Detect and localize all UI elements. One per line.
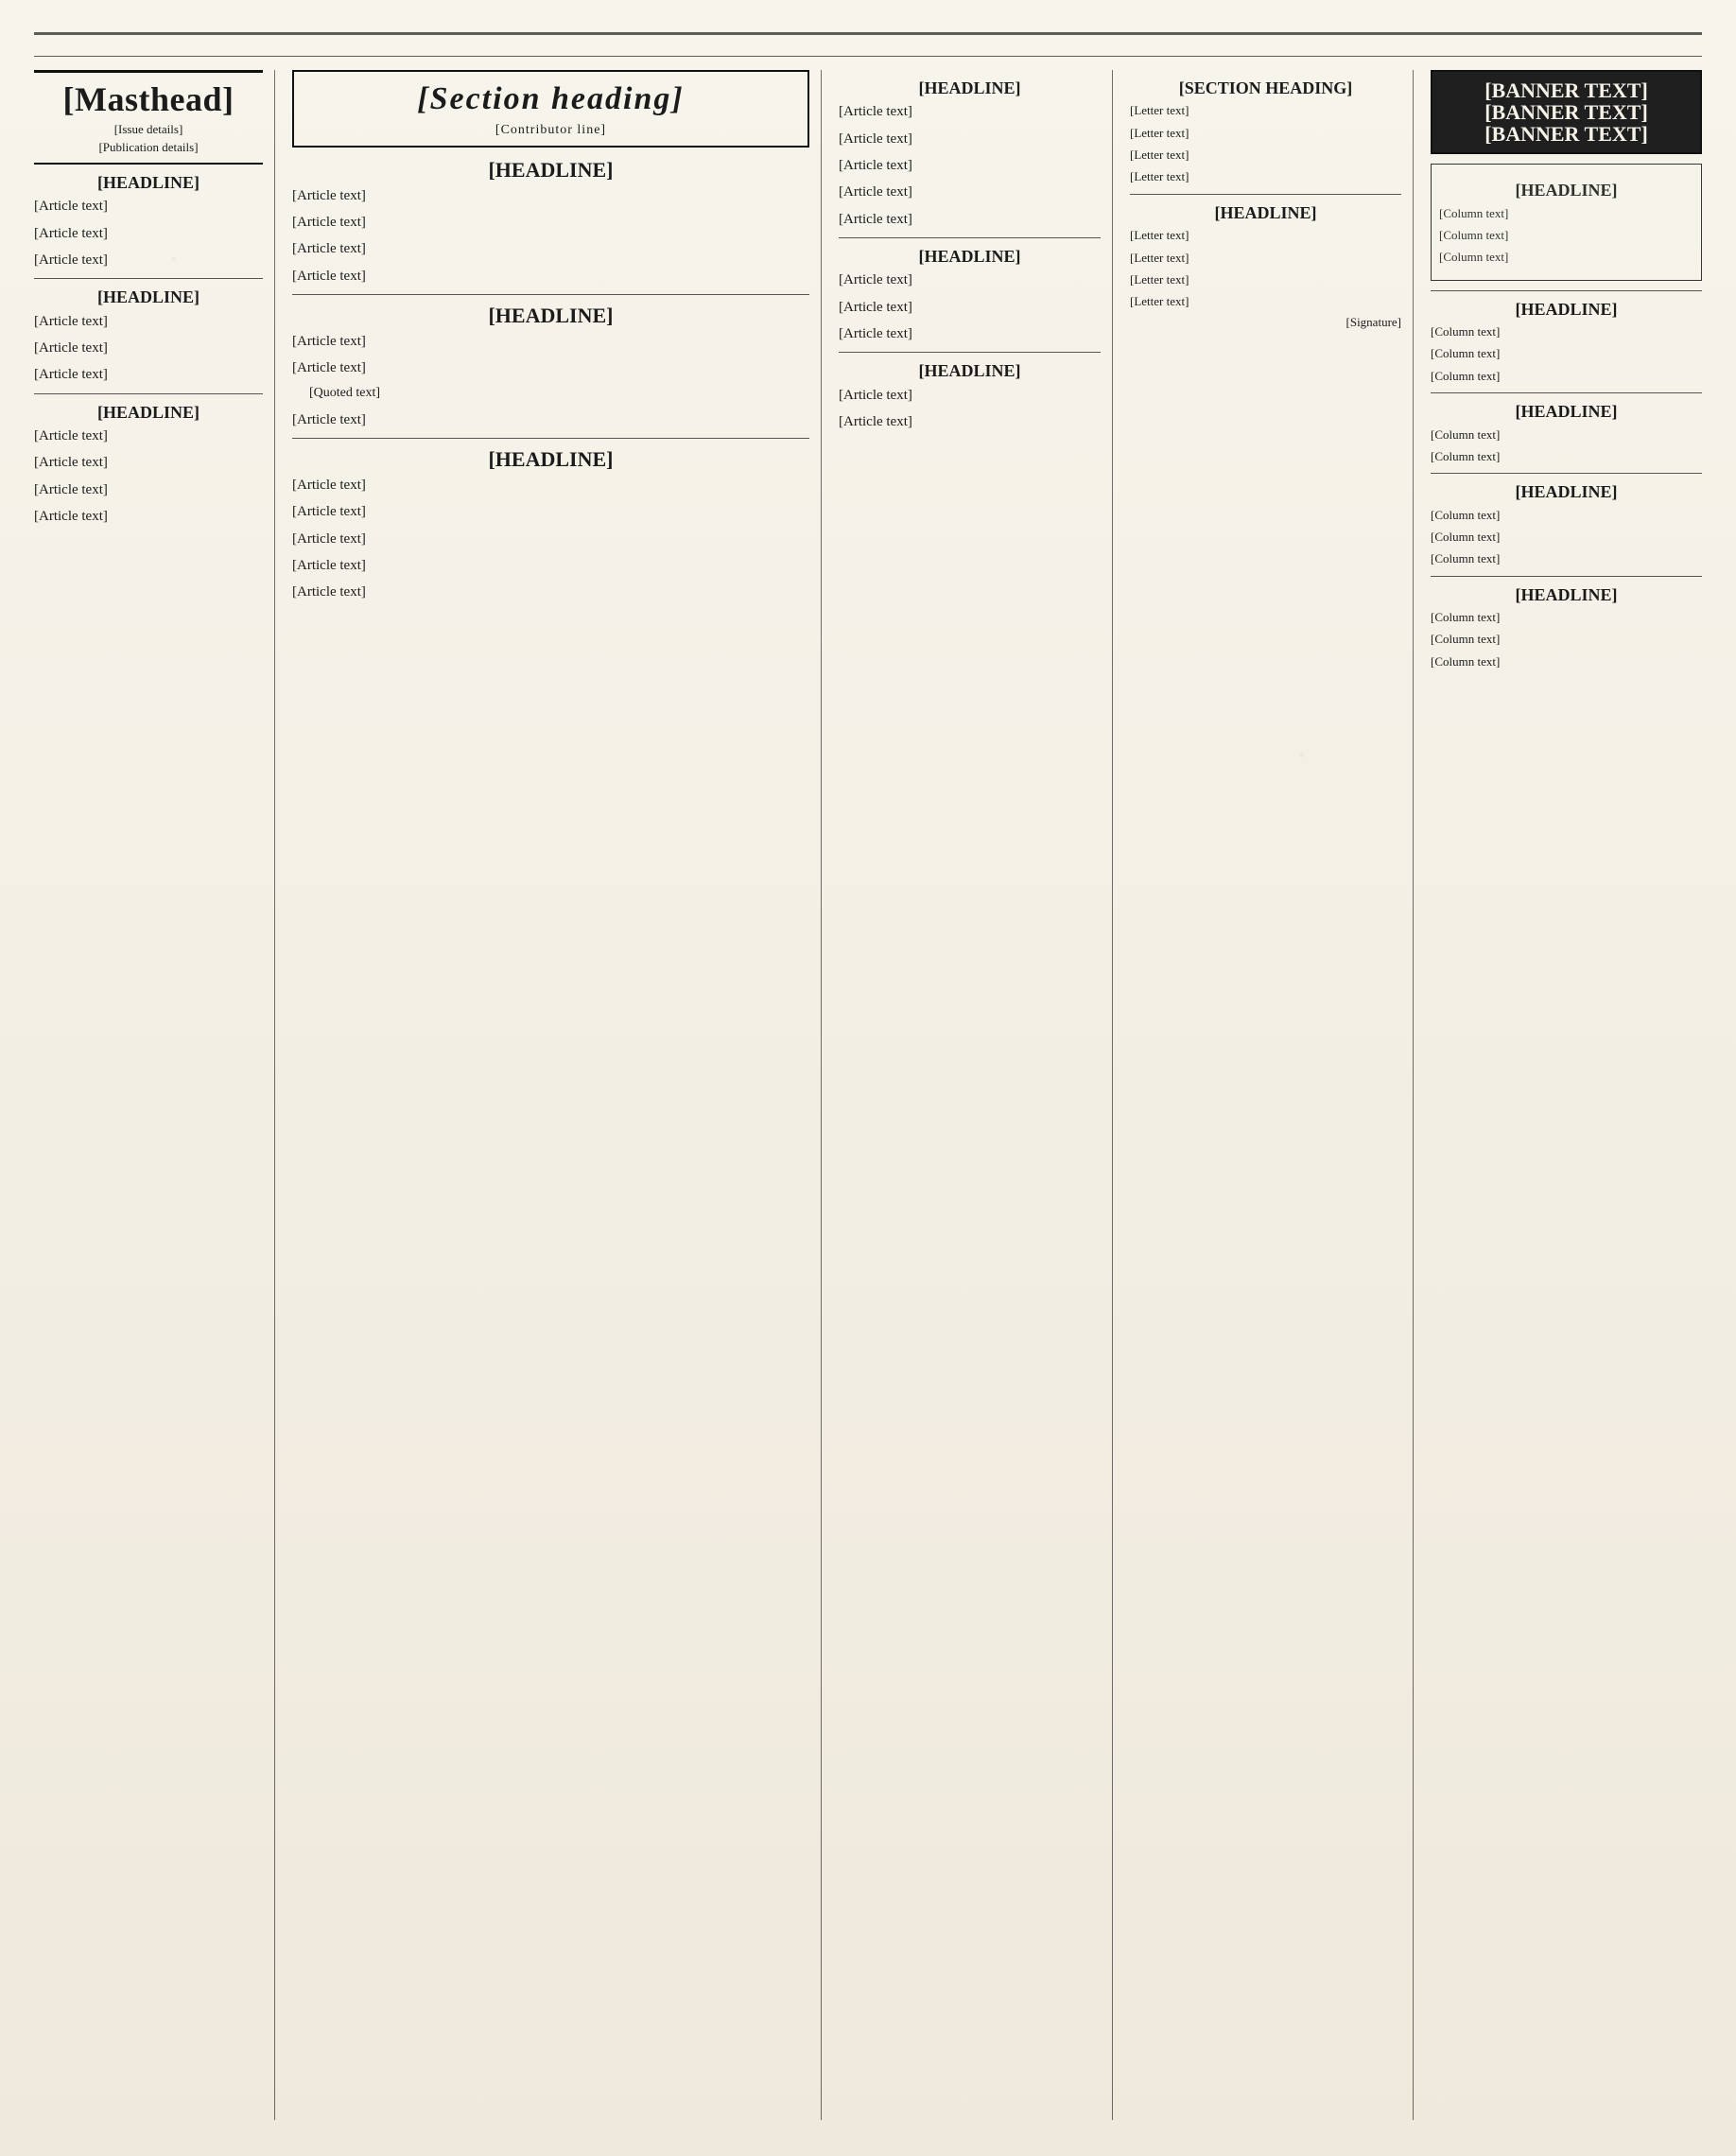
middle-section-1-paragraph-2: [Article text] bbox=[839, 130, 912, 147]
right-divider-3 bbox=[1431, 473, 1702, 474]
middle-section-2 bbox=[839, 248, 1101, 342]
middle-section-3-paragraph-2: [Article text] bbox=[839, 413, 912, 429]
editorial-section-1-paragraph-2: [Article text] bbox=[292, 215, 366, 231]
masthead-meta: [Publication details] bbox=[98, 140, 199, 154]
right-banner-line-1: [BANNER TEXT] bbox=[1484, 78, 1648, 102]
left-section-2-paragraph-1: [Article text] bbox=[34, 313, 108, 329]
middle-section-1-paragraph-3: [Article text] bbox=[839, 158, 912, 174]
left-section-1-paragraph-1: [Article text] bbox=[34, 199, 108, 215]
middle-section-1-title: [HEADLINE] bbox=[918, 78, 1021, 97]
letters-section-2-paragraph-2: [Letter text] bbox=[1130, 250, 1189, 265]
left-section-1-title: [HEADLINE] bbox=[96, 173, 200, 192]
right-section-2-paragraph-3: [Column text] bbox=[1431, 368, 1501, 383]
middle-section-3 bbox=[839, 362, 1101, 430]
editorial-section-1-title: [HEADLINE] bbox=[488, 158, 614, 182]
left-section-1 bbox=[34, 174, 263, 269]
top-rule bbox=[34, 32, 1702, 57]
right-banner-line-3: [BANNER TEXT] bbox=[1484, 122, 1648, 147]
left-section-2-paragraph-3: [Article text] bbox=[34, 367, 108, 383]
letters-section-1 bbox=[1130, 79, 1401, 184]
middle-section-1-paragraph-5: [Article text] bbox=[839, 211, 912, 227]
editorial-section-2-title: [HEADLINE] bbox=[488, 303, 614, 327]
left-section-1-paragraph-3: [Article text] bbox=[34, 252, 108, 269]
right-section-3-paragraph-1: [Column text] bbox=[1431, 426, 1501, 442]
right-section-4-paragraph-2: [Column text] bbox=[1431, 529, 1501, 544]
left-section-3 bbox=[34, 404, 263, 526]
right-section-1-paragraph-2: [Column text] bbox=[1439, 228, 1509, 243]
left-section-3-paragraph-2: [Article text] bbox=[34, 455, 108, 471]
letters-section-1-paragraph-3: [Letter text] bbox=[1130, 148, 1189, 163]
right-divider-4 bbox=[1431, 576, 1702, 577]
right-section-5-paragraph-2: [Column text] bbox=[1431, 632, 1501, 647]
right-section-4-paragraph-3: [Column text] bbox=[1431, 551, 1501, 566]
left-section-3-paragraph-3: [Article text] bbox=[34, 481, 108, 497]
editorial-section-1-paragraph-1: [Article text] bbox=[292, 187, 366, 203]
editorial-section-2-quote: [Quoted text] bbox=[309, 386, 381, 401]
letters-section-2-paragraph-1: [Letter text] bbox=[1130, 228, 1189, 243]
right-section-2-paragraph-1: [Column text] bbox=[1431, 324, 1501, 339]
letters-section-1-paragraph-2: [Letter text] bbox=[1130, 125, 1189, 140]
middle-divider-2 bbox=[839, 352, 1101, 353]
left-divider-2 bbox=[34, 393, 263, 394]
masthead bbox=[34, 70, 263, 165]
middle-section-3-paragraph-1: [Article text] bbox=[839, 387, 912, 403]
left-column bbox=[34, 70, 275, 2120]
middle-section-2-title: [HEADLINE] bbox=[918, 246, 1021, 266]
editorial-section-2-paragraph-3: [Article text] bbox=[292, 412, 366, 428]
middle-section-2-paragraph-2: [Article text] bbox=[839, 299, 912, 315]
right-section-5-paragraph-3: [Column text] bbox=[1431, 653, 1501, 669]
right-section-4-title: [HEADLINE] bbox=[1515, 482, 1618, 502]
editorial-section-3-paragraph-4: [Article text] bbox=[292, 558, 366, 574]
letters-divider-1 bbox=[1130, 194, 1401, 195]
right-section-5-title: [HEADLINE] bbox=[1515, 584, 1618, 604]
editorial-section-3-paragraph-2: [Article text] bbox=[292, 504, 366, 520]
letters-column bbox=[1130, 70, 1414, 2120]
editorial-section-3 bbox=[292, 448, 809, 600]
letters-section-2-paragraph-3: [Letter text] bbox=[1130, 271, 1189, 287]
right-section-5 bbox=[1431, 586, 1702, 669]
left-divider-1 bbox=[34, 278, 263, 279]
editorial-section-1-paragraph-4: [Article text] bbox=[292, 268, 366, 284]
right-column bbox=[1431, 70, 1702, 2120]
left-section-3-paragraph-1: [Article text] bbox=[34, 428, 108, 444]
middle-column bbox=[839, 70, 1113, 2120]
right-section-2 bbox=[1431, 301, 1702, 383]
right-section-2-title: [HEADLINE] bbox=[1515, 299, 1618, 319]
middle-section-1 bbox=[839, 79, 1101, 228]
right-section-2-paragraph-2: [Column text] bbox=[1431, 346, 1501, 361]
masthead-title: [Masthead] bbox=[62, 80, 234, 118]
right-section-3-title: [HEADLINE] bbox=[1515, 402, 1618, 422]
right-section-1-title: [HEADLINE] bbox=[1515, 181, 1618, 200]
editorial-section-2-paragraph-1: [Article text] bbox=[292, 333, 366, 349]
right-section-4-paragraph-1: [Column text] bbox=[1431, 507, 1501, 522]
editorial-section-1-paragraph-3: [Article text] bbox=[292, 241, 366, 257]
editorial-section-3-paragraph-1: [Article text] bbox=[292, 478, 366, 494]
right-banner-line-2: [BANNER TEXT] bbox=[1484, 100, 1648, 125]
page-grid bbox=[34, 70, 1702, 2120]
editorial-section-1 bbox=[292, 159, 809, 285]
right-section-1 bbox=[1431, 164, 1702, 280]
editorial-column bbox=[292, 70, 822, 2120]
middle-divider-1 bbox=[839, 237, 1101, 238]
editorial-section-3-title: [HEADLINE] bbox=[488, 447, 614, 472]
editorial-divider-2 bbox=[292, 438, 809, 439]
middle-section-1-paragraph-4: [Article text] bbox=[839, 184, 912, 200]
letters-section-2-paragraph-4: [Letter text] bbox=[1130, 294, 1189, 309]
right-banner bbox=[1431, 70, 1702, 154]
left-section-3-title: [HEADLINE] bbox=[96, 402, 200, 422]
right-divider-2 bbox=[1431, 392, 1702, 393]
editorial-divider-1 bbox=[292, 294, 809, 295]
editorial-header bbox=[292, 70, 809, 148]
right-section-1-paragraph-3: [Column text] bbox=[1439, 250, 1509, 265]
middle-section-2-paragraph-1: [Article text] bbox=[839, 272, 912, 288]
left-section-2-title: [HEADLINE] bbox=[96, 287, 200, 307]
middle-section-1-paragraph-1: [Article text] bbox=[839, 104, 912, 120]
letters-section-1-paragraph-1: [Letter text] bbox=[1130, 103, 1189, 118]
editorial-section-3-paragraph-5: [Article text] bbox=[292, 584, 366, 600]
right-divider-1 bbox=[1431, 290, 1702, 291]
middle-section-3-title: [HEADLINE] bbox=[918, 361, 1021, 381]
letters-section-2-title: [HEADLINE] bbox=[1214, 202, 1317, 222]
editorial-section-2-paragraph-2: [Article text] bbox=[292, 359, 366, 375]
right-section-5-paragraph-1: [Column text] bbox=[1431, 610, 1501, 625]
editorial-subtitle: [Contributor line] bbox=[495, 123, 607, 137]
letters-signature: [Signature] bbox=[1345, 314, 1401, 329]
right-section-3-paragraph-2: [Column text] bbox=[1431, 448, 1501, 463]
masthead-subtitle: [Issue details] bbox=[113, 122, 183, 136]
left-section-2-paragraph-2: [Article text] bbox=[34, 340, 108, 356]
editorial-title: [Section heading] bbox=[417, 81, 685, 116]
editorial-section-3-paragraph-3: [Article text] bbox=[292, 530, 366, 547]
left-section-1-paragraph-2: [Article text] bbox=[34, 225, 108, 241]
right-section-1-paragraph-1: [Column text] bbox=[1439, 205, 1509, 220]
editorial-section-2 bbox=[292, 304, 809, 428]
letters-section-1-paragraph-4: [Letter text] bbox=[1130, 169, 1189, 184]
left-section-3-paragraph-4: [Article text] bbox=[34, 508, 108, 524]
left-section-2 bbox=[34, 288, 263, 383]
middle-section-2-paragraph-3: [Article text] bbox=[839, 325, 912, 341]
right-section-3 bbox=[1431, 403, 1702, 463]
right-section-4 bbox=[1431, 483, 1702, 565]
letters-section-2 bbox=[1130, 204, 1401, 330]
letters-section-1-title: [SECTION HEADING] bbox=[1178, 78, 1353, 97]
